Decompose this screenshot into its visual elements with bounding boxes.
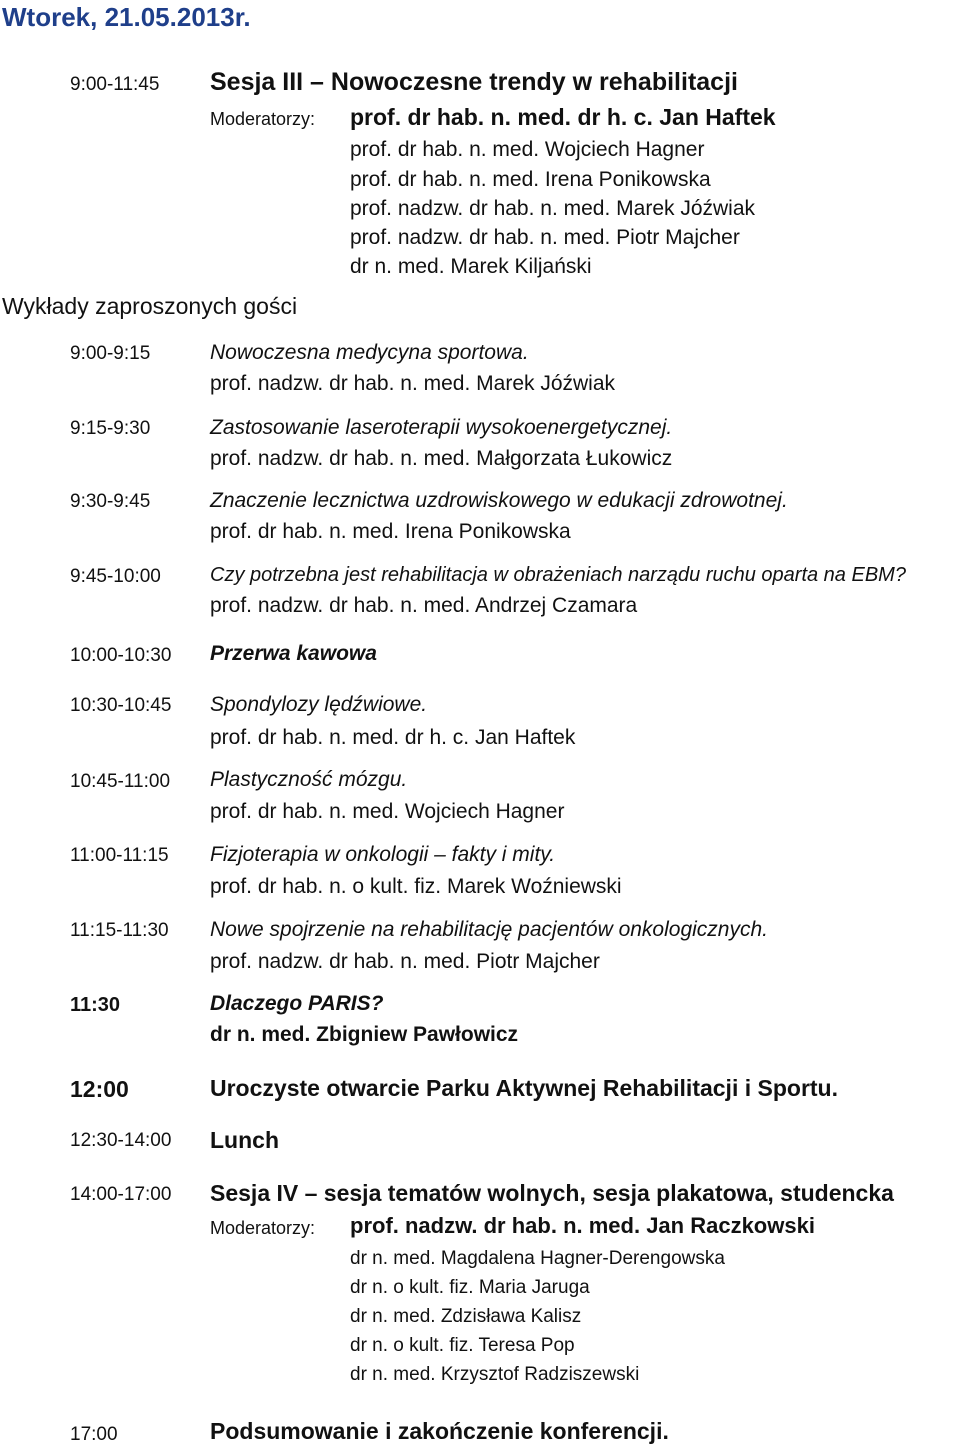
session4-moderator-1: prof. nadzw. dr hab. n. med. Jan Raczkowski bbox=[350, 1213, 815, 1238]
talk-9-speaker: dr n. med. Zbigniew Pawłowicz bbox=[210, 1023, 519, 1046]
talk-8-time: 11:15-11:30 bbox=[70, 920, 169, 941]
closing-title: Podsumowanie i zakończenie konferencji. bbox=[210, 1418, 669, 1444]
session3-moderator-6: dr n. med. Marek Kiljański bbox=[350, 255, 592, 278]
invited-lectures-label: Wykłady zaproszonych gości bbox=[2, 293, 298, 319]
break-time: 10:00-10:30 bbox=[70, 645, 172, 666]
session4-moderator-3: dr n. o kult. fiz. Maria Jaruga bbox=[350, 1277, 590, 1298]
session3-moderator-4: prof. nadzw. dr hab. n. med. Marek Jóźwiak bbox=[350, 197, 756, 220]
lunch-title: Lunch bbox=[210, 1127, 279, 1153]
talk-5-title: Spondylozy lędźwiowe. bbox=[210, 693, 428, 716]
closing-time: 17:00 bbox=[70, 1424, 118, 1445]
talk-4-title: Czy potrzebna jest rehabilitacja w obrażeniach narządu ruchu oparta na EBM? bbox=[210, 564, 906, 586]
session3-moderator-2: prof. dr hab. n. med. Wojciech Hagner bbox=[350, 138, 705, 161]
talk-8-title: Nowe spojrzenie na rehabilitację pacjentów onkologicznych. bbox=[210, 918, 768, 941]
talk-3-speaker: prof. dr hab. n. med. Irena Ponikowska bbox=[210, 520, 571, 543]
talk-6-speaker: prof. dr hab. n. med. Wojciech Hagner bbox=[210, 800, 565, 823]
talk-3-title: Znaczenie lecznictwa uzdrowiskowego w edukacji zdrowotnej. bbox=[210, 489, 788, 512]
talk-6-title: Plastyczność mózgu. bbox=[210, 768, 408, 791]
session3-time: 9:00-11:45 bbox=[70, 74, 160, 95]
talk-5-time: 10:30-10:45 bbox=[70, 695, 172, 716]
talk-4-time: 9:45-10:00 bbox=[70, 566, 161, 587]
session3-moderators-label: Moderatorzy: bbox=[210, 109, 316, 129]
talk-5-speaker: prof. dr hab. n. med. dr h. c. Jan Haftek bbox=[210, 726, 576, 749]
talk-7-speaker: prof. dr hab. n. o kult. fiz. Marek Woźniewski bbox=[210, 875, 622, 898]
date-header: Wtorek, 21.05.2013r. bbox=[2, 2, 251, 32]
talk-7-title: Fizjoterapia w onkologii – fakty i mity. bbox=[210, 843, 556, 866]
talk-7-time: 11:00-11:15 bbox=[70, 845, 169, 866]
lunch-time: 12:30-14:00 bbox=[70, 1130, 172, 1151]
talk-4-speaker: prof. nadzw. dr hab. n. med. Andrzej Czamara bbox=[210, 594, 638, 617]
talk-3-time: 9:30-9:45 bbox=[70, 491, 151, 512]
talk-2-title: Zastosowanie laseroterapii wysokoenergetycznej. bbox=[210, 416, 673, 439]
session3-moderator-5: prof. nadzw. dr hab. n. med. Piotr Majcher bbox=[350, 226, 740, 249]
session3-title: Sesja III – Nowoczesne trendy w rehabilitacji bbox=[210, 68, 738, 96]
opening-title: Uroczyste otwarcie Parku Aktywnej Rehabilitacji i Sportu. bbox=[210, 1075, 838, 1101]
session4-time: 14:00-17:00 bbox=[70, 1184, 172, 1205]
session3-moderator-1: prof. dr hab. n. med. dr h. c. Jan Haftek bbox=[350, 104, 776, 130]
talk-2-speaker: prof. nadzw. dr hab. n. med. Małgorzata Łukowicz bbox=[210, 447, 673, 470]
talk-1-time: 9:00-9:15 bbox=[70, 343, 151, 364]
session4-title: Sesja IV – sesja tematów wolnych, sesja plakatowa, studencka bbox=[210, 1180, 894, 1206]
session4-moderator-2: dr n. med. Magdalena Hagner-Derengowska bbox=[350, 1248, 725, 1269]
session4-moderator-6: dr n. med. Krzysztof Radziszewski bbox=[350, 1364, 640, 1385]
opening-time: 12:00 bbox=[70, 1076, 129, 1102]
talk-1-title: Nowoczesna medycyna sportowa. bbox=[210, 341, 529, 364]
talk-9-title: Dlaczego PARIS? bbox=[210, 992, 384, 1015]
talk-6-time: 10:45-11:00 bbox=[70, 771, 171, 792]
talk-9-time: 11:30 bbox=[70, 994, 121, 1016]
break-title: Przerwa kawowa bbox=[210, 642, 377, 665]
talk-1-speaker: prof. nadzw. dr hab. n. med. Marek Jóźwiak bbox=[210, 372, 616, 395]
talk-8-speaker: prof. nadzw. dr hab. n. med. Piotr Majcher bbox=[210, 950, 600, 973]
session4-moderators-label: Moderatorzy: bbox=[210, 1218, 316, 1238]
session4-moderator-5: dr n. o kult. fiz. Teresa Pop bbox=[350, 1335, 575, 1356]
session3-moderator-3: prof. dr hab. n. med. Irena Ponikowska bbox=[350, 168, 711, 191]
talk-2-time: 9:15-9:30 bbox=[70, 418, 151, 439]
session4-moderator-4: dr n. med. Zdzisława Kalisz bbox=[350, 1306, 582, 1327]
